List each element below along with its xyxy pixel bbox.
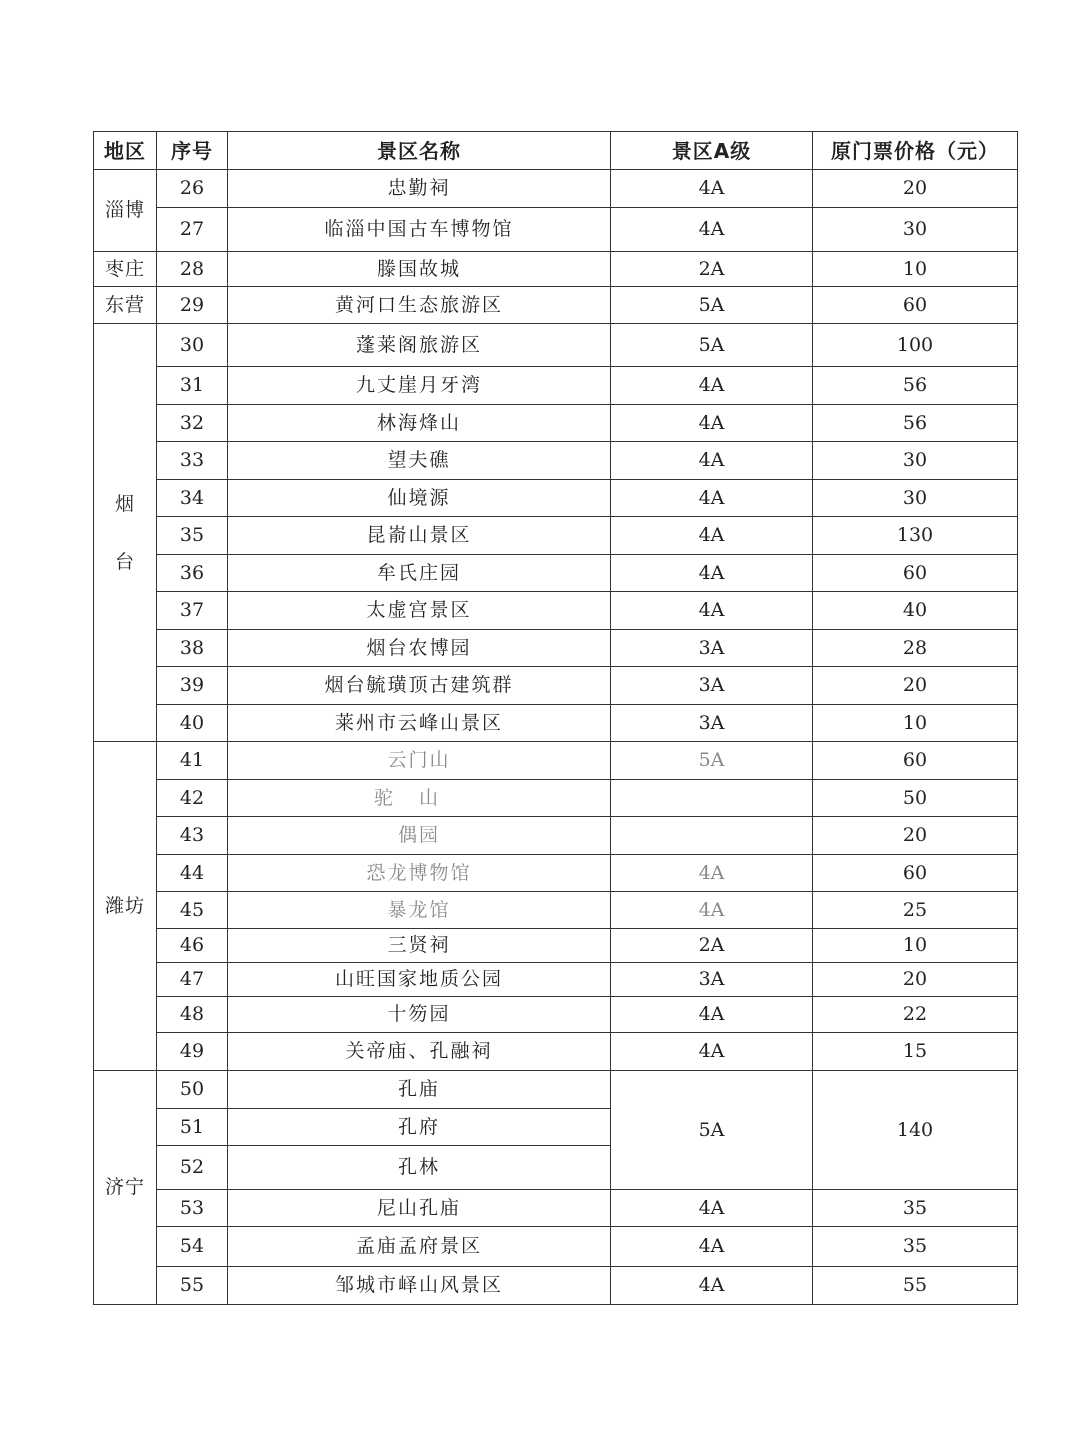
row-number: 42	[157, 780, 228, 817]
ticket-price: 35	[813, 1227, 1018, 1267]
scenic-grade: 4A	[611, 592, 813, 630]
scenic-name: 忠勤祠	[228, 170, 611, 208]
table-row	[94, 480, 1018, 517]
table-row	[94, 1071, 1018, 1109]
scenic-name: 关帝庙、孔融祠	[228, 1033, 611, 1071]
row-number: 44	[157, 855, 228, 892]
row-number: 51	[157, 1109, 228, 1146]
scenic-grade	[611, 817, 813, 855]
scenic-name: 仙境源	[228, 480, 611, 517]
scenic-grade: 4A	[611, 170, 813, 208]
scenic-name: 莱州市云峰山景区	[228, 705, 611, 742]
ticket-price: 15	[813, 1033, 1018, 1071]
row-number: 49	[157, 1033, 228, 1071]
region-cell: 潍坊	[94, 742, 157, 1071]
row-number: 40	[157, 705, 228, 742]
ticket-price: 10	[813, 252, 1018, 287]
table-row	[94, 170, 1018, 208]
ticket-price: 20	[813, 963, 1018, 997]
scenic-grade: 4A	[611, 555, 813, 592]
scenic-grade: 4A	[611, 480, 813, 517]
ticket-price: 50	[813, 780, 1018, 817]
row-number: 32	[157, 405, 228, 442]
table-row	[94, 963, 1018, 997]
scenic-name: 烟台农博园	[228, 630, 611, 667]
row-number: 54	[157, 1227, 228, 1267]
scenic-name: 临淄中国古车博物馆	[228, 208, 611, 252]
scenic-name: 偶园	[228, 817, 611, 855]
row-number: 26	[157, 170, 228, 208]
scenic-name: 恐龙博物馆	[228, 855, 611, 892]
table-row	[94, 287, 1018, 324]
scenic-name: 滕国故城	[228, 252, 611, 287]
row-number: 45	[157, 892, 228, 929]
scenic-grade: 5A	[611, 324, 813, 367]
ticket-price: 20	[813, 667, 1018, 705]
scenic-grade: 4A	[611, 517, 813, 555]
table-row	[94, 817, 1018, 855]
row-number: 28	[157, 252, 228, 287]
scenic-grade: 4A	[611, 1227, 813, 1267]
scenic-grade: 4A	[611, 405, 813, 442]
table-row	[94, 1227, 1018, 1267]
ticket-price: 30	[813, 480, 1018, 517]
scenic-name: 昆嵛山景区	[228, 517, 611, 555]
scenic-name: 黄河口生态旅游区	[228, 287, 611, 324]
region-cell: 淄博	[94, 170, 157, 252]
row-number: 41	[157, 742, 228, 780]
ticket-price: 30	[813, 442, 1018, 480]
table-row	[94, 1033, 1018, 1071]
region-cell	[94, 324, 157, 742]
row-number: 33	[157, 442, 228, 480]
scenic-grade: 4A	[611, 997, 813, 1033]
scenic-grade: 4A	[611, 1267, 813, 1305]
header-price: 原门票价格（元）	[813, 132, 1018, 170]
region-cell: 东营	[94, 287, 157, 324]
table-row	[94, 555, 1018, 592]
row-number: 43	[157, 817, 228, 855]
scenic-name: 山旺国家地质公园	[228, 963, 611, 997]
table-row	[94, 1267, 1018, 1305]
ticket-price: 60	[813, 742, 1018, 780]
ticket-price: 25	[813, 892, 1018, 929]
scenic-name: 三贤祠	[228, 929, 611, 963]
scenic-grade: 5A	[611, 742, 813, 780]
row-number: 31	[157, 367, 228, 405]
table-row	[94, 1190, 1018, 1227]
scenic-grade: 4A	[611, 367, 813, 405]
table-row	[94, 742, 1018, 780]
row-number: 55	[157, 1267, 228, 1305]
header-grade: 景区A级	[611, 132, 813, 170]
ticket-price: 60	[813, 555, 1018, 592]
scenic-name: 云门山	[228, 742, 611, 780]
region-char: 烟	[114, 492, 135, 515]
header-number: 序号	[157, 132, 228, 170]
row-number: 52	[157, 1146, 228, 1190]
table-row	[94, 592, 1018, 630]
table-row	[94, 442, 1018, 480]
scenic-grade: 5A	[611, 1071, 813, 1190]
row-number: 46	[157, 929, 228, 963]
header-region: 地区	[94, 132, 157, 170]
row-number: 27	[157, 208, 228, 252]
scenic-grade: 5A	[611, 287, 813, 324]
ticket-price: 130	[813, 517, 1018, 555]
table-row	[94, 252, 1018, 287]
scenic-name: 太虚宫景区	[228, 592, 611, 630]
scenic-grade: 2A	[611, 252, 813, 287]
ticket-price: 35	[813, 1190, 1018, 1227]
region-cell: 枣庄	[94, 252, 157, 287]
table-row	[94, 929, 1018, 963]
scenic-name: 九丈崖月牙湾	[228, 367, 611, 405]
row-number: 50	[157, 1071, 228, 1109]
scenic-name: 邹城市峄山风景区	[228, 1267, 611, 1305]
table-header-row	[94, 132, 1018, 170]
table-row	[94, 324, 1018, 367]
scenic-name: 蓬莱阁旅游区	[228, 324, 611, 367]
ticket-price: 30	[813, 208, 1018, 252]
row-number: 35	[157, 517, 228, 555]
scenic-grade: 4A	[611, 1190, 813, 1227]
scenic-name: 孟庙孟府景区	[228, 1227, 611, 1267]
table-row	[94, 855, 1018, 892]
ticket-price: 22	[813, 997, 1018, 1033]
scenic-name: 林海烽山	[228, 405, 611, 442]
table-row	[94, 997, 1018, 1033]
row-number: 47	[157, 963, 228, 997]
ticket-price: 55	[813, 1267, 1018, 1305]
table-row	[94, 667, 1018, 705]
scenic-grade: 4A	[611, 208, 813, 252]
scenic-grade: 3A	[611, 630, 813, 667]
table-row	[94, 405, 1018, 442]
row-number: 48	[157, 997, 228, 1033]
scenic-area-ticket-table	[93, 131, 1018, 1305]
table-row	[94, 208, 1018, 252]
table-row	[94, 892, 1018, 929]
scenic-grade	[611, 780, 813, 817]
ticket-price: 56	[813, 367, 1018, 405]
row-number: 39	[157, 667, 228, 705]
row-number: 30	[157, 324, 228, 367]
ticket-price: 10	[813, 705, 1018, 742]
ticket-price: 20	[813, 170, 1018, 208]
row-number: 37	[157, 592, 228, 630]
row-number: 29	[157, 287, 228, 324]
scenic-grade: 4A	[611, 892, 813, 929]
scenic-name: 孔府	[228, 1109, 611, 1146]
scenic-grade: 3A	[611, 705, 813, 742]
scenic-name: 孔庙	[228, 1071, 611, 1109]
scenic-name: 烟台毓璜顶古建筑群	[228, 667, 611, 705]
ticket-price: 56	[813, 405, 1018, 442]
table-row	[94, 517, 1018, 555]
scenic-grade: 2A	[611, 929, 813, 963]
ticket-price: 60	[813, 855, 1018, 892]
row-number: 38	[157, 630, 228, 667]
scenic-name: 尼山孔庙	[228, 1190, 611, 1227]
scenic-name: 十笏园	[228, 997, 611, 1033]
scenic-name: 驼山	[228, 780, 611, 817]
header-scenic-name: 景区名称	[228, 132, 611, 170]
region-char: 台	[114, 550, 135, 573]
table-row	[94, 630, 1018, 667]
scenic-name: 暴龙馆	[228, 892, 611, 929]
scenic-name: 望夫礁	[228, 442, 611, 480]
scenic-grade: 4A	[611, 442, 813, 480]
table-row	[94, 780, 1018, 817]
ticket-price: 10	[813, 929, 1018, 963]
ticket-price: 28	[813, 630, 1018, 667]
row-number: 34	[157, 480, 228, 517]
ticket-price: 40	[813, 592, 1018, 630]
scenic-grade: 4A	[611, 1033, 813, 1071]
scenic-grade: 3A	[611, 963, 813, 997]
ticket-price: 60	[813, 287, 1018, 324]
ticket-price: 140	[813, 1071, 1018, 1190]
scenic-name: 牟氏庄园	[228, 555, 611, 592]
row-number: 36	[157, 555, 228, 592]
scenic-grade: 4A	[611, 855, 813, 892]
table-row	[94, 367, 1018, 405]
scenic-grade: 3A	[611, 667, 813, 705]
ticket-price: 20	[813, 817, 1018, 855]
scenic-name: 孔林	[228, 1146, 611, 1190]
region-cell: 济宁	[94, 1071, 157, 1305]
row-number: 53	[157, 1190, 228, 1227]
table-row	[94, 705, 1018, 742]
ticket-price: 100	[813, 324, 1018, 367]
